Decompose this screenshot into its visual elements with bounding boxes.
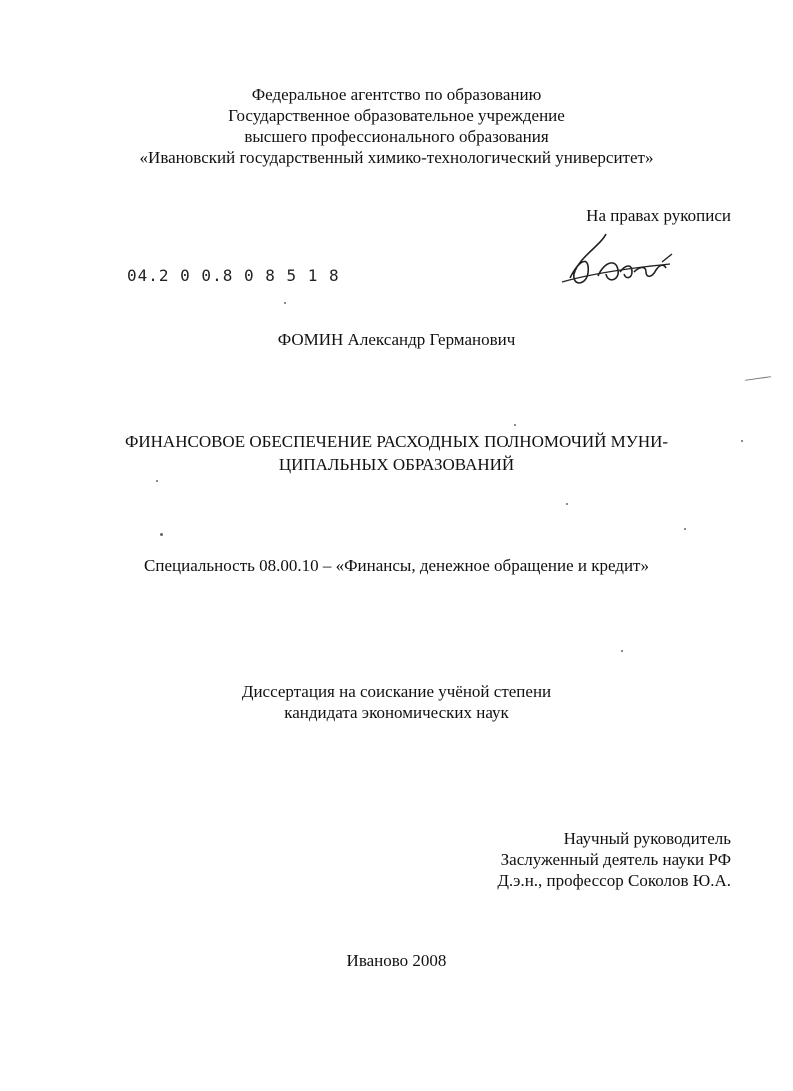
scan-speck: [160, 533, 163, 536]
registration-code: 04.2 0 0.8 0 8 5 1 8: [127, 266, 340, 285]
agency-line: Федеральное агентство по образованию: [251, 85, 542, 104]
scan-speck: [284, 302, 286, 304]
scan-speck: [514, 424, 516, 426]
institution-level-line: высшего профессионального образования: [244, 127, 549, 146]
supervisor-name: Д.э.н., профессор Соколов Ю.А.: [497, 871, 731, 890]
scan-speck: [156, 480, 158, 482]
scan-speck: [621, 650, 623, 652]
title-line-2: ЦИПАЛЬНЫХ ОБРАЗОВАНИЙ: [278, 455, 515, 474]
author-name: ФОМИН Александр Германович: [277, 330, 516, 349]
institution-type-line: Государственное образовательное учреждение: [228, 106, 565, 125]
supervisor-label: Научный руководитель: [563, 829, 731, 848]
specialty-line: Специальность 08.00.10 – «Финансы, денежное обращение и кредит»: [144, 556, 649, 575]
degree-line-2: кандидата экономических наук: [284, 703, 509, 722]
title-line-1: ФИНАНСОВОЕ ОБЕСПЕЧЕНИЕ РАСХОДНЫХ ПОЛНОМОЧИЙ МУНИ-: [124, 432, 669, 451]
handwritten-signature: [560, 228, 690, 298]
scan-speck: [741, 440, 743, 442]
university-line: «Ивановский государственный химико-технологический университет»: [139, 148, 654, 167]
scan-speck: [566, 503, 568, 505]
scan-mark: [745, 376, 771, 381]
supervisor-honor: Заслуженный деятель науки РФ: [500, 850, 731, 869]
manuscript-note: На правах рукописи: [586, 206, 731, 225]
scan-speck: [684, 528, 686, 530]
city-year: Иваново 2008: [346, 951, 447, 970]
degree-line-1: Диссертация на соискание учёной степени: [241, 682, 552, 701]
